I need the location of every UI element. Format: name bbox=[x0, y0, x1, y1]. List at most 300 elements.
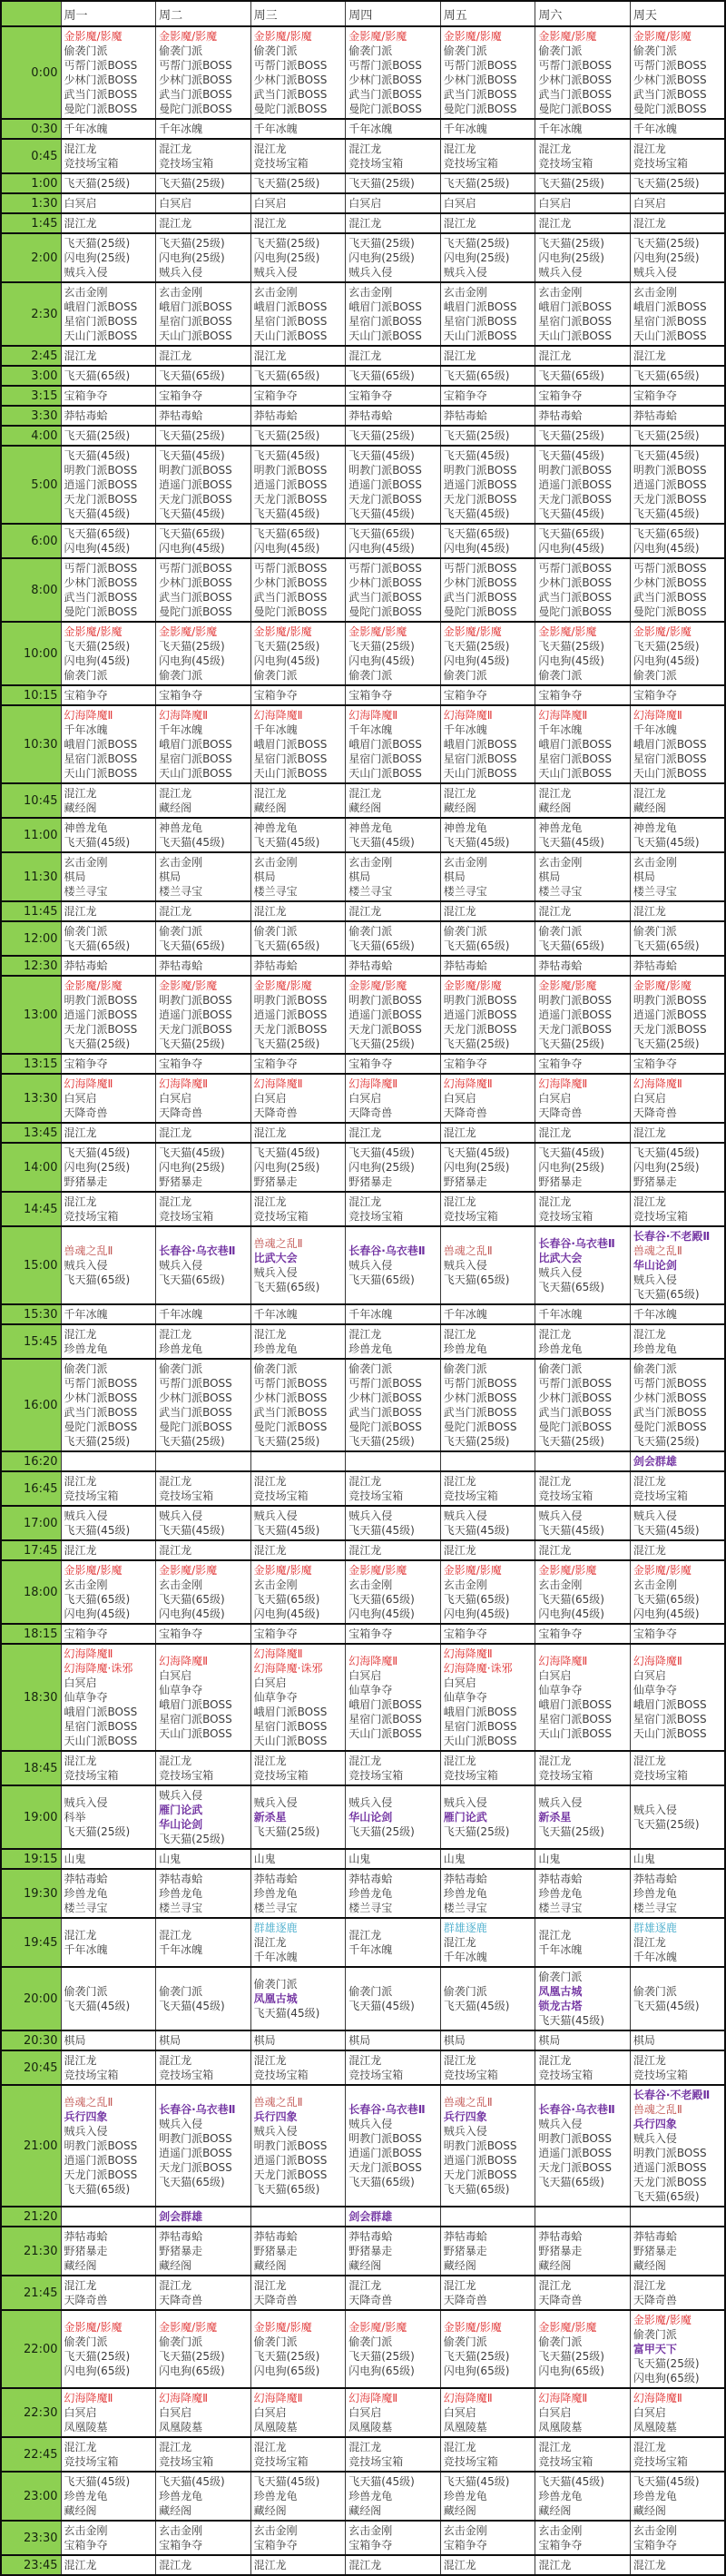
event-label: 长春谷·不老殿Ⅱ bbox=[633, 2089, 711, 2101]
schedule-cell bbox=[61, 1506, 156, 1540]
event-label: 凤凰古城 bbox=[538, 1985, 583, 1998]
event-label: 幻海降魔Ⅱ bbox=[348, 709, 398, 722]
event-label: 山鬼 bbox=[538, 1853, 561, 1865]
time-label: 18:30 bbox=[1, 1644, 61, 1751]
event-label: 幻海降魔Ⅱ bbox=[64, 709, 113, 722]
event-label: 逍遥门派BOSS bbox=[443, 478, 517, 491]
schedule-cell bbox=[346, 622, 441, 685]
event-label: 混江龙 bbox=[443, 2054, 476, 2067]
schedule-cell bbox=[156, 1226, 251, 1304]
event-label: 偷袭门派 bbox=[348, 1985, 393, 1998]
event-label: 宝箱争夺 bbox=[159, 1627, 203, 1640]
event-label: 混江龙 bbox=[348, 2054, 382, 2067]
schedule-cell bbox=[156, 1451, 251, 1471]
event-label: 飞天猫(45级) bbox=[538, 2475, 604, 2488]
event-label: 宝箱争夺 bbox=[159, 1057, 203, 1070]
event-label: 珍兽龙龟 bbox=[348, 2490, 393, 2502]
event-label: 偷袭门派 bbox=[348, 2335, 393, 2348]
event-label: 混江龙 bbox=[64, 1195, 97, 1208]
event-label: 长春谷·不老殿Ⅱ bbox=[633, 1230, 711, 1243]
event-label: 新杀星 bbox=[538, 1811, 572, 1824]
schedule-cell bbox=[440, 1324, 535, 1359]
event-label: 飞天猫(25级) bbox=[538, 1435, 604, 1448]
schedule-cell bbox=[250, 1143, 346, 1192]
schedule-cell bbox=[250, 2310, 346, 2388]
event-label: 偷袭门派 bbox=[64, 2335, 108, 2348]
event-label: 飞天猫(65级) bbox=[538, 2176, 604, 2188]
schedule-cell bbox=[61, 622, 156, 685]
event-label: 幻海降魔Ⅱ bbox=[443, 709, 493, 722]
event-label: 闪电狗(25级) bbox=[64, 1161, 131, 1174]
event-label: 兵行四象 bbox=[633, 2118, 677, 2130]
event-label: 飞天猫(65级) bbox=[253, 1593, 320, 1606]
event-label: 长春谷·乌衣巷Ⅱ bbox=[348, 2103, 426, 2116]
schedule-cell bbox=[535, 2310, 631, 2388]
event-label: 闪电狗(65级) bbox=[538, 2365, 604, 2377]
event-label: 竞技场宝箱 bbox=[538, 2455, 594, 2468]
schedule-cell bbox=[61, 139, 156, 173]
event-label: 混江龙 bbox=[633, 1195, 666, 1208]
event-label: 莽牯毒蛤 bbox=[348, 409, 393, 422]
event-label: 飞天猫(45级) bbox=[64, 507, 131, 520]
event-label: 偷袭门派 bbox=[253, 2335, 298, 2348]
event-label: 明教门派BOSS bbox=[348, 994, 422, 1007]
event-label: 飞天猫(65级) bbox=[633, 939, 700, 952]
event-label: 偷袭门派 bbox=[253, 925, 298, 938]
schedule-cell bbox=[630, 2030, 725, 2050]
schedule-cell bbox=[440, 2276, 535, 2310]
event-label: 少林门派BOSS bbox=[253, 576, 328, 589]
event-label: 宝箱争夺 bbox=[348, 389, 393, 402]
time-label: 22:45 bbox=[1, 2437, 61, 2472]
event-label: 藏经阁 bbox=[159, 2259, 192, 2272]
event-label: 武当门派BOSS bbox=[538, 88, 613, 101]
schedule-cell bbox=[346, 233, 441, 282]
schedule-cell bbox=[535, 2085, 631, 2207]
schedule-cell bbox=[250, 406, 346, 426]
event-label: 星宿门派BOSS bbox=[253, 752, 328, 765]
event-label: 逍遥门派BOSS bbox=[633, 2161, 707, 2174]
schedule-cell bbox=[346, 213, 441, 233]
event-label: 野猪暴走 bbox=[64, 1175, 108, 1188]
event-label: 峨眉门派BOSS bbox=[538, 1698, 613, 1711]
schedule-cell bbox=[440, 1869, 535, 1918]
event-label: 幻海降魔Ⅱ bbox=[633, 1077, 682, 1090]
event-label: 混江龙 bbox=[348, 143, 382, 155]
schedule-cell bbox=[535, 386, 631, 406]
event-label: 玄击金刚 bbox=[633, 1578, 677, 1591]
schedule-cell bbox=[440, 2207, 535, 2227]
event-label: 贼兵入侵 bbox=[348, 1259, 393, 1272]
event-label: 珍兽龙龟 bbox=[633, 1342, 677, 1355]
event-label: 混江龙 bbox=[159, 1475, 192, 1488]
schedule-cell bbox=[535, 1324, 631, 1359]
event-label: 混江龙 bbox=[253, 1544, 287, 1557]
event-label: 藏经阁 bbox=[253, 801, 287, 814]
event-label: 千年冰魄 bbox=[159, 723, 203, 736]
event-label: 棋局 bbox=[633, 870, 655, 883]
schedule-cell bbox=[346, 1451, 441, 1471]
event-label: 比武大会 bbox=[538, 1252, 583, 1264]
event-label: 偷袭门派 bbox=[64, 1985, 108, 1998]
schedule-row bbox=[1, 1751, 725, 1785]
event-label: 飞天猫(25级) bbox=[253, 2350, 320, 2363]
time-label: 3:30 bbox=[1, 406, 61, 426]
event-label: 莽牯毒蛤 bbox=[64, 959, 108, 972]
schedule-cell bbox=[440, 705, 535, 783]
event-label: 神兽龙龟 bbox=[159, 821, 203, 834]
event-label: 华山论剑 bbox=[159, 1818, 203, 1831]
schedule-cell bbox=[535, 26, 631, 119]
event-label: 飞天猫(25级) bbox=[633, 2357, 700, 2370]
time-label: 20:30 bbox=[1, 2030, 61, 2050]
schedule-cell bbox=[440, 524, 535, 558]
event-label: 野猪暴走 bbox=[64, 2245, 108, 2257]
event-label: 飞天猫(45级) bbox=[538, 2014, 604, 2027]
schedule-row bbox=[1, 1849, 725, 1869]
event-label: 武当门派BOSS bbox=[348, 1406, 422, 1419]
schedule-row bbox=[1, 119, 725, 139]
event-label: 藏经阁 bbox=[64, 2259, 97, 2272]
schedule-cell bbox=[440, 1304, 535, 1324]
event-label: 飞天猫(65级) bbox=[633, 2190, 700, 2203]
schedule-cell bbox=[250, 1540, 346, 1560]
schedule-cell bbox=[440, 558, 535, 622]
time-label: 20:00 bbox=[1, 1967, 61, 2030]
schedule-cell bbox=[535, 705, 631, 783]
event-label: 飞天猫(45级) bbox=[159, 2475, 225, 2488]
event-label: 飞天猫(45级) bbox=[159, 1524, 225, 1537]
schedule-cell bbox=[535, 233, 631, 282]
time-label: 20:45 bbox=[1, 2050, 61, 2085]
event-label: 混江龙 bbox=[64, 2054, 97, 2067]
event-label: 闪电狗(65级) bbox=[253, 2365, 320, 2377]
event-label: 白冥启 bbox=[538, 197, 572, 210]
event-label: 闪电狗(25级) bbox=[633, 1161, 700, 1174]
time-label: 11:00 bbox=[1, 818, 61, 852]
schedule-cell bbox=[156, 2472, 251, 2521]
event-label: 宝箱争夺 bbox=[64, 1057, 108, 1070]
event-label: 混江龙 bbox=[443, 787, 476, 800]
schedule-cell bbox=[61, 1054, 156, 1074]
event-label: 珍兽龙龟 bbox=[64, 1342, 108, 1355]
event-label: 飞天猫(45级) bbox=[64, 449, 131, 462]
event-label: 闪电狗(45级) bbox=[633, 654, 700, 667]
schedule-cell bbox=[61, 1967, 156, 2030]
event-label: 兽魂之乱Ⅱ bbox=[64, 2096, 113, 2109]
event-label: 贼兵入侵 bbox=[253, 1266, 298, 1279]
schedule-cell bbox=[630, 852, 725, 901]
corner-cell bbox=[1, 1, 61, 26]
event-label: 凤凰陵墓 bbox=[348, 2421, 393, 2433]
event-label: 天山门派BOSS bbox=[253, 1735, 328, 1747]
schedule-cell bbox=[346, 2227, 441, 2276]
time-label: 10:45 bbox=[1, 783, 61, 818]
event-label: 飞天猫(45级) bbox=[538, 507, 604, 520]
event-label: 峨眉门派BOSS bbox=[633, 1698, 707, 1711]
schedule-cell bbox=[156, 2437, 251, 2472]
event-label: 星宿门派BOSS bbox=[348, 315, 422, 328]
schedule-cell bbox=[346, 976, 441, 1054]
event-label: 莽牯毒蛤 bbox=[253, 2230, 298, 2243]
event-label: 宝箱争夺 bbox=[633, 689, 677, 702]
schedule-cell bbox=[61, 818, 156, 852]
schedule-row bbox=[1, 426, 725, 446]
event-label: 飞天猫(45级) bbox=[64, 2475, 131, 2488]
schedule-cell bbox=[440, 1785, 535, 1849]
event-label: 飞天猫(45级) bbox=[633, 836, 700, 849]
day-header: 周五 bbox=[440, 1, 535, 26]
event-label: 混江龙 bbox=[253, 217, 287, 230]
event-label: 宝箱争夺 bbox=[633, 389, 677, 402]
event-label: 天山门派BOSS bbox=[538, 329, 613, 342]
event-label: 千年冰魄 bbox=[538, 123, 583, 135]
schedule-cell bbox=[630, 2521, 725, 2555]
event-label: 飞天猫(45级) bbox=[633, 449, 700, 462]
event-label: 混江龙 bbox=[64, 2559, 97, 2571]
schedule-cell bbox=[630, 1074, 725, 1123]
event-label: 偷袭门派 bbox=[633, 1985, 677, 1998]
schedule-row bbox=[1, 558, 725, 622]
schedule-cell bbox=[630, 1226, 725, 1304]
schedule-cell bbox=[346, 1506, 441, 1540]
event-label: 宝箱争夺 bbox=[348, 689, 393, 702]
schedule-cell bbox=[61, 1751, 156, 1785]
event-label: 长春谷·乌衣巷Ⅱ bbox=[348, 1244, 426, 1257]
event-label: 飞天猫(65级) bbox=[538, 527, 604, 540]
schedule-cell bbox=[61, 1192, 156, 1226]
event-label: 闪电狗(25级) bbox=[159, 251, 225, 264]
schedule-cell bbox=[346, 1192, 441, 1226]
event-label: 藏经阁 bbox=[443, 801, 476, 814]
schedule-cell bbox=[630, 1123, 725, 1143]
event-label: 野猪暴走 bbox=[443, 1175, 487, 1188]
schedule-cell bbox=[156, 173, 251, 193]
schedule-cell bbox=[61, 282, 156, 346]
schedule-cell bbox=[440, 426, 535, 446]
schedule-cell bbox=[630, 1451, 725, 1471]
event-label: 天龙门派BOSS bbox=[443, 2168, 517, 2181]
schedule-cell bbox=[61, 2472, 156, 2521]
schedule-cell bbox=[250, 1869, 346, 1918]
schedule-cell bbox=[346, 2310, 441, 2388]
event-label: 闪电狗(45级) bbox=[253, 654, 320, 667]
schedule-cell bbox=[630, 2555, 725, 2575]
event-label: 兽魂之乱Ⅱ bbox=[443, 1244, 493, 1257]
event-label: 混江龙 bbox=[64, 143, 97, 155]
event-label: 闪电狗(25级) bbox=[443, 1161, 510, 1174]
schedule-cell bbox=[630, 685, 725, 705]
event-label: 混江龙 bbox=[633, 143, 666, 155]
event-label: 天龙门派BOSS bbox=[348, 2161, 422, 2174]
event-label: 竞技场宝箱 bbox=[159, 2455, 214, 2468]
event-label: 飞天猫(25级) bbox=[253, 237, 320, 250]
event-label: 混江龙 bbox=[159, 1544, 192, 1557]
event-label: 幻海降魔Ⅱ bbox=[253, 709, 303, 722]
event-label: 偷袭门派 bbox=[633, 2328, 677, 2341]
event-label: 天龙门派BOSS bbox=[633, 1023, 707, 1036]
schedule-cell bbox=[61, 2207, 156, 2227]
time-label: 21:00 bbox=[1, 2085, 61, 2207]
schedule-cell bbox=[250, 956, 346, 976]
event-label: 凤凰陵墓 bbox=[253, 2421, 298, 2433]
event-label: 飞天猫(45级) bbox=[348, 2475, 415, 2488]
event-label: 混江龙 bbox=[253, 1195, 287, 1208]
event-label: 兵行四象 bbox=[64, 2110, 108, 2123]
event-label: 金影魔/影魔 bbox=[253, 2321, 312, 2334]
schedule-cell bbox=[440, 2472, 535, 2521]
event-label: 少林门派BOSS bbox=[348, 576, 422, 589]
event-label: 金影魔/影魔 bbox=[633, 979, 692, 992]
event-label: 飞天猫(65级) bbox=[159, 369, 225, 382]
schedule-cell bbox=[440, 2388, 535, 2437]
schedule-cell bbox=[630, 2227, 725, 2276]
event-label: 宝箱争夺 bbox=[253, 689, 298, 702]
event-label: 飞天猫(25级) bbox=[633, 1818, 700, 1831]
event-label: 飞天猫(25级) bbox=[159, 177, 225, 190]
event-label: 飞天猫(65级) bbox=[253, 527, 320, 540]
event-label: 幻海降魔Ⅱ bbox=[159, 2392, 208, 2404]
schedule-cell bbox=[156, 282, 251, 346]
event-label: 飞天猫(25级) bbox=[253, 177, 320, 190]
schedule-cell bbox=[61, 1785, 156, 1849]
event-label: 宝箱争夺 bbox=[538, 389, 583, 402]
schedule-cell bbox=[630, 1054, 725, 1074]
event-label: 贼兵入侵 bbox=[443, 2125, 487, 2138]
schedule-cell bbox=[250, 173, 346, 193]
event-label: 逍遥门派BOSS bbox=[633, 478, 707, 491]
event-label: 天山门派BOSS bbox=[348, 767, 422, 780]
event-label: 飞天猫(25级) bbox=[443, 237, 510, 250]
schedule-cell bbox=[250, 1123, 346, 1143]
schedule-cell bbox=[440, 1192, 535, 1226]
event-label: 飞天猫(25级) bbox=[159, 429, 225, 442]
event-label: 白冥启 bbox=[443, 1092, 476, 1105]
event-label: 混江龙 bbox=[253, 905, 287, 918]
schedule-row bbox=[1, 818, 725, 852]
event-label: 混江龙 bbox=[348, 1544, 382, 1557]
event-label: 少林门派BOSS bbox=[64, 576, 138, 589]
event-label: 混江龙 bbox=[253, 1126, 287, 1139]
event-label: 逍遥门派BOSS bbox=[64, 478, 138, 491]
event-label: 藏经阁 bbox=[443, 2259, 476, 2272]
event-label: 混江龙 bbox=[443, 1544, 476, 1557]
schedule-cell bbox=[535, 1304, 631, 1324]
event-label: 凤凰陵墓 bbox=[538, 2421, 583, 2433]
event-label: 飞天猫(25级) bbox=[348, 1037, 415, 1050]
schedule-cell bbox=[61, 173, 156, 193]
event-label: 凤凰陵墓 bbox=[443, 2421, 487, 2433]
event-label: 曼陀门派BOSS bbox=[253, 103, 328, 115]
event-label: 明教门派BOSS bbox=[443, 464, 517, 477]
event-label: 混江龙 bbox=[253, 2279, 287, 2292]
event-label: 千年冰魄 bbox=[633, 123, 677, 135]
event-label: 混江龙 bbox=[348, 349, 382, 362]
schedule-cell bbox=[61, 783, 156, 818]
event-label: 飞天猫(65级) bbox=[633, 527, 700, 540]
schedule-cell bbox=[440, 1644, 535, 1751]
event-label: 飞天猫(45级) bbox=[348, 449, 415, 462]
event-label: 幻海降魔Ⅱ bbox=[633, 2392, 682, 2404]
schedule-cell bbox=[61, 1624, 156, 1644]
event-label: 星宿门派BOSS bbox=[64, 752, 138, 765]
event-label: 混江龙 bbox=[253, 143, 287, 155]
schedule-cell bbox=[156, 2521, 251, 2555]
event-label: 星宿门派BOSS bbox=[253, 1720, 328, 1733]
schedule-cell bbox=[535, 1785, 631, 1849]
event-label: 逍遥门派BOSS bbox=[538, 1008, 613, 1021]
event-label: 峨眉门派BOSS bbox=[348, 300, 422, 313]
event-label: 幻海降魔Ⅱ bbox=[348, 1655, 398, 1667]
schedule-cell bbox=[61, 1074, 156, 1123]
event-label: 星宿门派BOSS bbox=[253, 315, 328, 328]
event-label: 飞天猫(25级) bbox=[159, 1833, 225, 1845]
schedule-row bbox=[1, 2276, 725, 2310]
event-label: 群雄逐鹿 bbox=[633, 1922, 677, 1934]
event-label: 星宿门派BOSS bbox=[348, 752, 422, 765]
schedule-cell bbox=[346, 1304, 441, 1324]
schedule-cell bbox=[250, 426, 346, 446]
event-label: 白冥启 bbox=[253, 1676, 287, 1689]
event-label: 飞天猫(25级) bbox=[348, 1825, 415, 1838]
schedule-cell bbox=[535, 1506, 631, 1540]
event-label: 莽牯毒蛤 bbox=[159, 2230, 203, 2243]
schedule-cell bbox=[250, 2207, 346, 2227]
event-label: 竞技场宝箱 bbox=[64, 2455, 119, 2468]
event-label: 仙草争夺 bbox=[538, 1684, 583, 1696]
event-label: 飞天猫(25级) bbox=[159, 237, 225, 250]
event-label: 飞天猫(25级) bbox=[633, 177, 700, 190]
schedule-cell bbox=[61, 852, 156, 901]
event-label: 飞天猫(25级) bbox=[64, 1825, 131, 1838]
event-label: 逍遥门派BOSS bbox=[159, 1008, 232, 1021]
schedule-cell bbox=[630, 558, 725, 622]
event-label: 偷袭门派 bbox=[159, 925, 203, 938]
schedule-cell bbox=[535, 1751, 631, 1785]
schedule-row bbox=[1, 956, 725, 976]
schedule-cell bbox=[61, 1471, 156, 1506]
event-label: 混江龙 bbox=[348, 1195, 382, 1208]
event-label: 闪电狗(25级) bbox=[538, 1161, 604, 1174]
schedule-cell bbox=[250, 1918, 346, 1967]
schedule-cell bbox=[250, 366, 346, 386]
event-label: 逍遥门派BOSS bbox=[348, 478, 422, 491]
event-label: 宝箱争夺 bbox=[538, 689, 583, 702]
schedule-cell bbox=[250, 783, 346, 818]
event-label: 千年冰魄 bbox=[64, 723, 108, 736]
event-label: 山鬼 bbox=[159, 1853, 182, 1865]
event-label: 武当门派BOSS bbox=[64, 1406, 138, 1419]
event-label: 幻海降魔Ⅱ bbox=[538, 1655, 588, 1667]
schedule-cell bbox=[61, 406, 156, 426]
event-label: 飞天猫(45级) bbox=[348, 507, 415, 520]
schedule-row bbox=[1, 193, 725, 213]
schedule-cell bbox=[346, 2276, 441, 2310]
schedule-cell bbox=[250, 705, 346, 783]
event-label: 野猪暴走 bbox=[633, 1175, 677, 1188]
schedule-cell bbox=[250, 1471, 346, 1506]
event-label: 闪电狗(45级) bbox=[348, 654, 415, 667]
event-label: 闪电狗(45级) bbox=[443, 1608, 510, 1620]
event-label: 藏经阁 bbox=[348, 2259, 382, 2272]
event-label: 混江龙 bbox=[348, 217, 382, 230]
schedule-cell bbox=[440, 976, 535, 1054]
schedule-cell bbox=[156, 1304, 251, 1324]
event-label: 混江龙 bbox=[538, 2559, 572, 2571]
event-label: 混江龙 bbox=[538, 1328, 572, 1341]
event-label: 飞天猫(45级) bbox=[633, 2475, 700, 2488]
event-label: 闪电狗(45级) bbox=[538, 1608, 604, 1620]
